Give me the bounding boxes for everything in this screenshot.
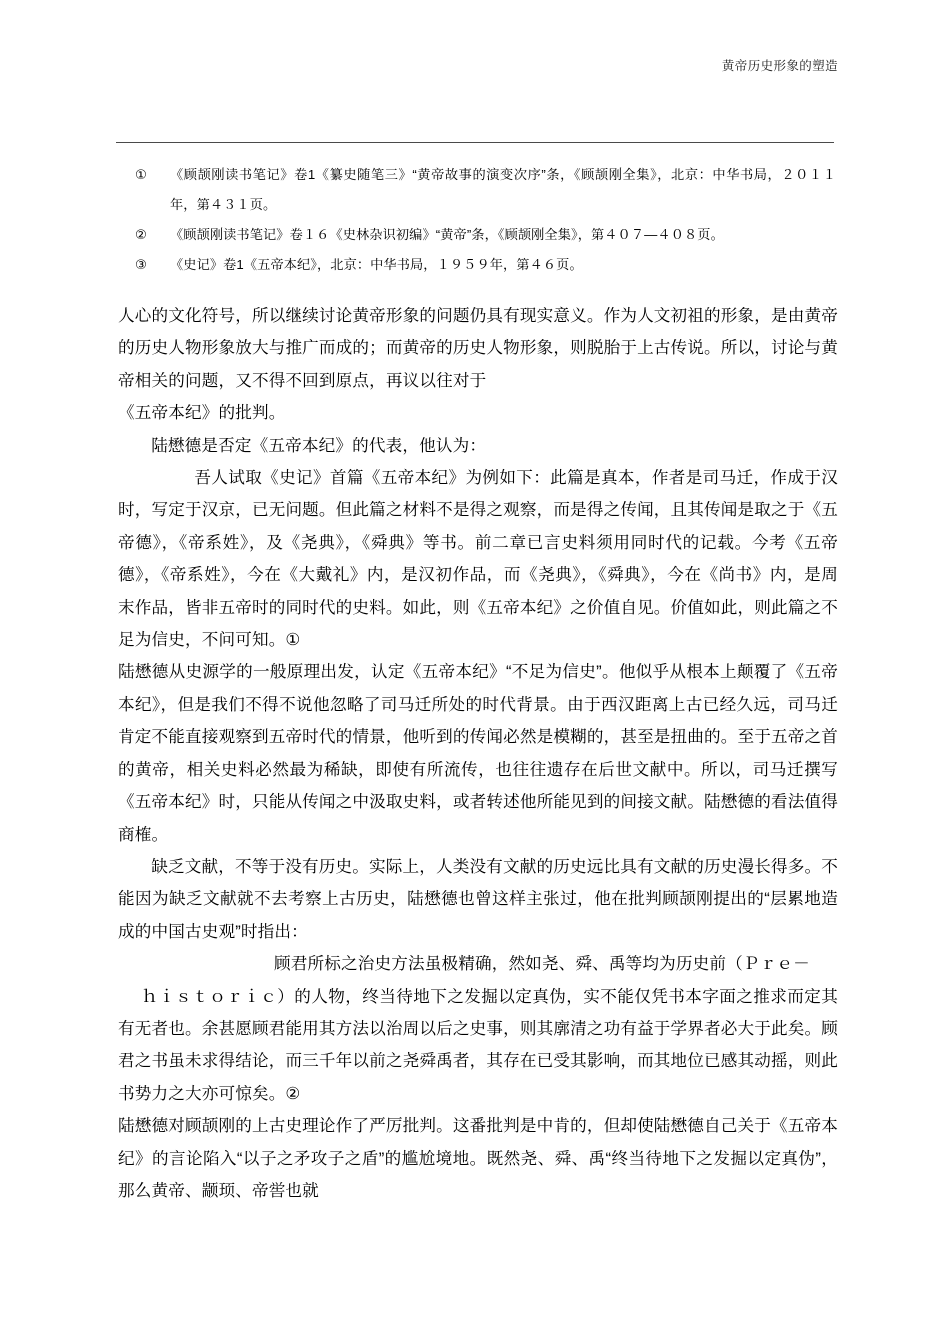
paragraph-conclusion: 陆懋德对顾颉刚的上古史理论作了严厉批判。这番批判是中肯的，但却使陆懋德自己关于《五帝本纪》的言论陷入“以子之矛攻子之盾”的尴尬境地。既然尧、舜、禹“终当待地下之发掘以定真伪”，那么黄帝、颛顼、帝喾也就 [118,1116,838,1200]
paragraph-lu-maode-intro: 陆懋德是否定《五帝本纪》的代表，他认为： [151,435,487,455]
blockquote-gujun-line1: 顾君所标之治史方法虽极精确，然如尧、舜、禹等均为历史前（Ｐｒｅ－ [274,954,810,974]
body-text-block [118,300,838,1207]
footnote-text: 《史记》卷1《五帝本纪》，北京：中华书局，１９５９年，第４６页。 [170,257,583,272]
footnote-text: 《顾颉刚读书笔记》卷1《纂史随笔三》“黄帝故事的演变次序”条，《顾颉刚全集》，北京：中华书局，２０１１年，第４３１页。 [170,167,836,212]
running-header-title: 黄帝历史形象的塑造 [721,59,838,73]
footnote-item [118,220,836,250]
footnote-item [118,250,836,280]
paragraph-continuation: 人心的文化符号，所以继续讨论黄帝形象的问题仍具有现实意义。作为人文初祖的形象，是由黄帝的历史人物形象放大与推广而成的；而黄帝的历史人物形象，则脱胎于上古传说。所以，讨论与黄帝相关的问题，又不得不回到原点，再议以往对于 [118,306,838,390]
footnote-list [118,160,836,280]
blockquote-wudi-benji: 吾人试取《史记》首篇《五帝本纪》为例如下：此篇是真本，作者是司马迁，作成于汉时，写定于汉京，已无问题。但此篇之材料不是得之观察，而是得之传闻，且其传闻是取之于《五帝德》，《帝系姓》，及《尧典》，《舜典》等书。前二章已言史料须用同时代的记载。今考《五帝德》，《帝系姓》，今在《大戴礼》内，是汉初作品，而《尧典》，《舜典》，今在《尚书》内，是周末作品，皆非五帝时的同时代的史料。如此，则《五帝本纪》之价值自见。价值如此，则此篇之不足为信史，不问可知。① [118,468,838,650]
paragraph-critique: 陆懋德从史源学的一般原理出发，认定《五帝本纪》“不足为信史”。他似乎从根本上颠覆了《五帝本纪》，但是我们不得不说他忽略了司马迁所处的时代背景。由于西汉距离上古已经久远，司马迁肯定不能直接观察到五帝时代的情景，他听到的传闻必然是模糊的，甚至是扭曲的。至于五帝之首的黄帝，相关史料必然最为稀缺，即使有所流传，也往往遗存在后世文献中。所以，司马迁撰写《五帝本纪》时，只能从传闻之中汲取史料，或者转述他所能见到的间接文献。陆懋德的看法值得商榷。 [118,662,838,844]
footnote-marker: ③ [135,257,147,272]
blockquote-gujun-line2: ｈｉｓｔｏｒｉｃ）的人物，终当待地下之发掘以定真伪，实不能仅凭书本字面之推求而定其有无者也。余甚愿顾君能用其方法以治周以后之史事，则其廓清之功有益于学界者必大于此矣。顾君之书虽未求得结论，而三千年以前之尧舜禹者，其存在已受其影响，而其地位已感其动摇，则此书势力之大亦可惊矣。② [118,986,838,1103]
footnote-separator-rule [116,142,834,143]
footnote-item [118,160,836,220]
paragraph-line-break: 《五帝本纪》的批判。 [118,403,286,423]
footnote-marker: ① [135,167,147,182]
paragraph-lack-of-documents: 缺乏文献，不等于没有历史。实际上，人类没有文献的历史远比具有文献的历史漫长得多。不能因为缺乏文献就不去考察上古历史，陆懋德也曾这样主张过，他在批判顾颉刚提出的“层累地造成的中国古史观”时指出： [118,856,838,941]
footnote-text: 《顾颉刚读书笔记》卷１６《史林杂识初编》“黄帝”条，《顾颉刚全集》，第４０７—４０８页。 [170,227,724,242]
footnote-marker: ② [135,227,147,242]
